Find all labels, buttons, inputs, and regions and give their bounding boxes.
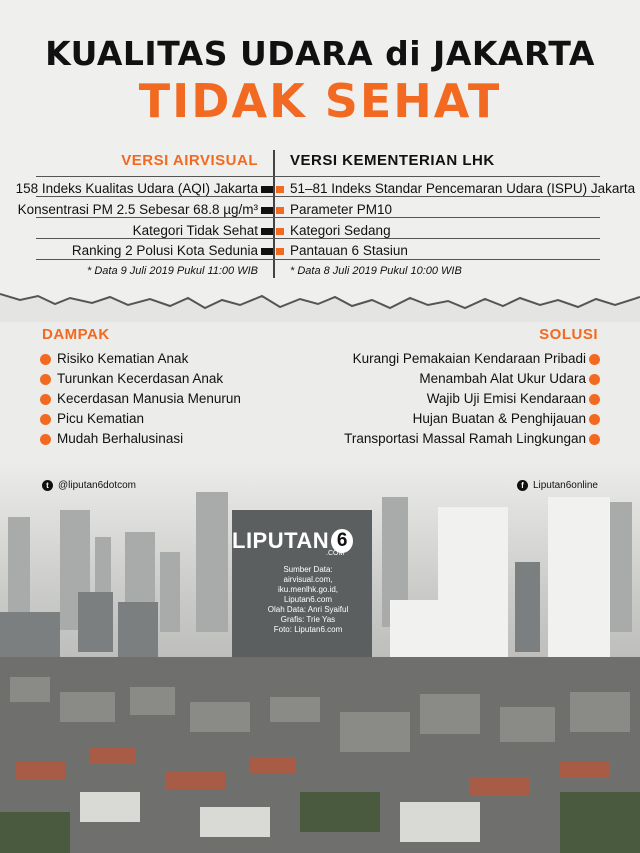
solusi-item: Hujan Buatan & Penghijauan [412, 411, 586, 426]
facebook-label: Liputan6online [532, 480, 598, 491]
logo-six: 6 [331, 529, 353, 553]
liputan6-logo [232, 528, 353, 557]
torn-paper-edge [0, 286, 640, 322]
row-rule [36, 238, 600, 239]
bullet-dot-icon [40, 394, 51, 405]
bullet-dot-icon [40, 414, 51, 425]
row-rule [36, 196, 600, 197]
dampak-item: Turunkan Kecerdasan Anak [57, 371, 224, 386]
credit-line: Olah Data: Anri Syaiful [267, 605, 349, 614]
square-marker-icon [276, 248, 284, 255]
jakarta-skyline-photo [0, 462, 640, 853]
lhk-row: 51–81 Indeks Standar Pencemaran Udara (ISPU) Jakarta [290, 181, 636, 196]
credit-line: Sumber Data: airvisual.com, [283, 565, 333, 584]
dampak-item: Risiko Kematian Anak [57, 351, 189, 366]
bullet-dot-icon [589, 354, 600, 365]
square-marker-icon [261, 207, 273, 214]
lhk-row: Kategori Sedang [290, 223, 391, 238]
solusi-item: Transportasi Massal Ramah Lingkungan [344, 431, 586, 446]
title-line2: TIDAK SEHAT [138, 74, 502, 128]
title-line1: KUALITAS UDARA di JAKARTA [45, 34, 595, 73]
solusi-heading: SOLUSI [539, 326, 598, 343]
bullet-dot-icon [40, 434, 51, 445]
logo-com: .COM [326, 550, 345, 557]
lhk-heading: VERSI KEMENTERIAN LHK [290, 152, 495, 169]
dampak-heading: DAMPAK [42, 326, 110, 343]
airvisual-row: Kategori Tidak Sehat [132, 223, 258, 238]
twitter-handle[interactable] [42, 480, 136, 491]
credit-line: iku.menlhk.go.id, Liputan6.com [277, 585, 339, 604]
square-marker-icon [276, 207, 284, 214]
facebook-handle[interactable] [517, 480, 598, 491]
bullet-dot-icon [40, 354, 51, 365]
airvisual-row: Ranking 2 Polusi Kota Sedunia [71, 243, 258, 258]
solusi-item: Kurangi Pemakaian Kendaraan Pribadi [352, 351, 586, 366]
twitter-icon: t [42, 480, 53, 491]
credit-line: Foto: Liputan6.com [273, 625, 343, 634]
dampak-item: Picu Kematian [57, 411, 145, 426]
dampak-item: Kecerdasan Manusia Menurun [57, 391, 241, 406]
row-rule [36, 176, 600, 177]
bullet-dot-icon [589, 374, 600, 385]
credits-block [258, 565, 358, 635]
bullet-dot-icon [589, 414, 600, 425]
credit-line: Grafis: Trie Yas [280, 615, 336, 624]
logo-text: LIPUTAN [232, 528, 330, 553]
facebook-icon: f [517, 480, 528, 491]
bullet-dot-icon [589, 434, 600, 445]
lhk-row: Pantauan 6 Stasiun [290, 243, 408, 258]
square-marker-icon [276, 228, 284, 235]
square-marker-icon [261, 248, 273, 255]
solusi-item: Wajib Uji Emisi Kendaraan [426, 391, 586, 406]
square-marker-icon [261, 186, 273, 193]
airvisual-note: * Data 9 Juli 2019 Pukul 11:00 WIB [86, 265, 258, 277]
square-marker-icon [276, 186, 284, 193]
lhk-note: * Data 8 Juli 2019 Pukul 10:00 WIB [290, 265, 462, 277]
airvisual-row: 158 Indeks Kualitas Udara (AQI) Jakarta [15, 181, 258, 196]
airvisual-row: Konsentrasi PM 2.5 Sebesar 68.8 µg/m³ [17, 202, 258, 217]
lhk-row: Parameter PM10 [290, 202, 393, 217]
row-rule [36, 217, 600, 218]
solusi-item: Menambah Alat Ukur Udara [419, 371, 586, 386]
bullet-dot-icon [40, 374, 51, 385]
row-rule [36, 259, 600, 260]
twitter-label: @liputan6dotcom [58, 480, 136, 491]
square-marker-icon [261, 228, 273, 235]
airvisual-heading: VERSI AIRVISUAL [121, 152, 258, 169]
bullet-dot-icon [589, 394, 600, 405]
dampak-item: Mudah Berhalusinasi [57, 431, 184, 446]
